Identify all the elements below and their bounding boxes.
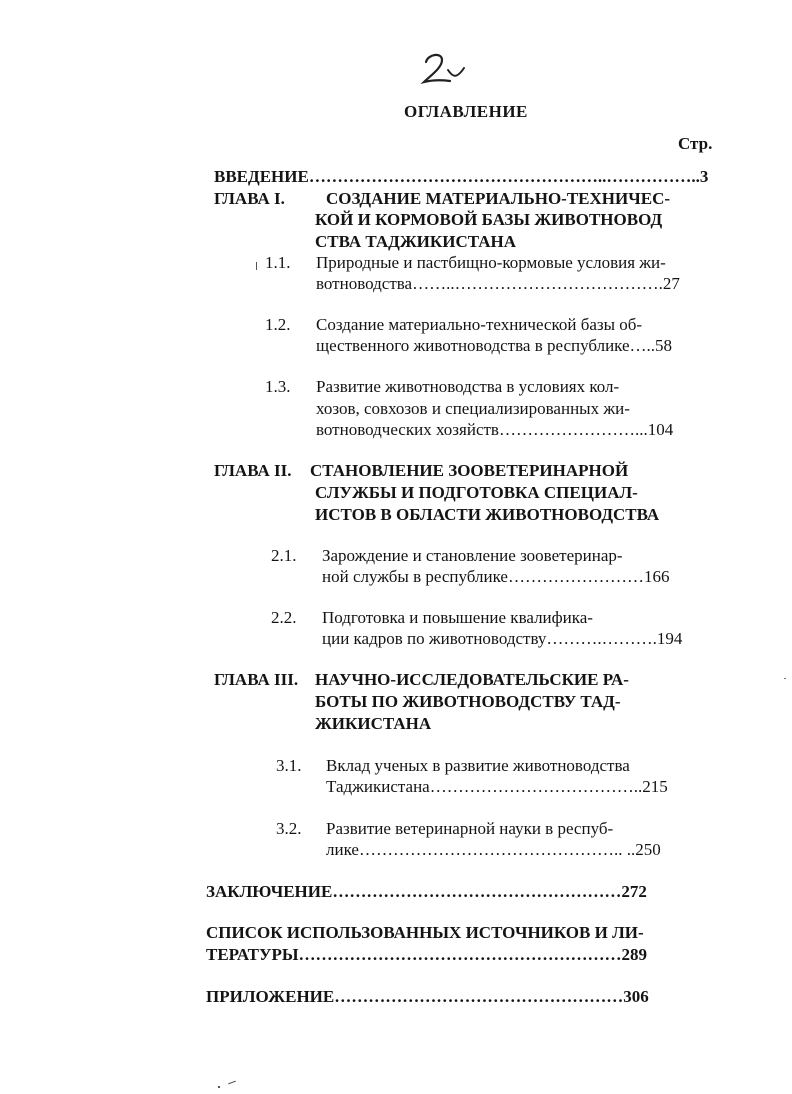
chapter-title-line: СТАНОВЛЕНИЕ ЗООВЕТЕРИНАРНОЙ [310,461,629,480]
section-title-line: Подготовка и повышение квалифика- [322,608,593,627]
sources-line: СПИСОК ИСПОЛЬЗОВАННЫХ ИСТОЧНИКОВ И ЛИ- [206,923,644,942]
section-number: 3.1. [276,756,302,775]
scan-mark [784,678,786,679]
section-number: 1.1. [265,253,291,272]
section-number: 2.2. [271,608,297,627]
chapter-title-line: СОЗДАНИЕ МАТЕРИАЛЬНО-ТЕХНИЧЕС- [326,189,671,208]
chapter-title-line: КОЙ И КОРМОВОЙ БАЗЫ ЖИВОТНОВОД [315,210,663,229]
chapter-title-line: ЖИКИСТАНА [315,714,432,733]
page-title: ОГЛАВЛЕНИЕ [404,102,528,121]
toc-entry-conclusion[interactable]: ЗАКЛЮЧЕНИЕ……………………………………………272 [206,882,647,901]
chapter-label: ГЛАВА II. [214,461,292,480]
chapter-title-line: СТВА ТАДЖИКИСТАНА [315,232,517,251]
chapter-title-line: ИСТОВ В ОБЛАСТИ ЖИВОТНОВОДСТВА [315,505,660,524]
section-title-line: щественного животноводства в республике…..58 [316,336,673,355]
section-title-line: вотноводческих хозяйств……………………...104 [316,420,674,439]
section-title-line: Таджикистана………………………………..215 [326,777,668,796]
section-title-line: вотноводства……..……………………………….27 [316,274,680,293]
section-title-line: лике……………………………………….. ..250 [326,840,661,859]
chapter-title-line: НАУЧНО-ИССЛЕДОВАТЕЛЬСКИЕ РА- [315,670,629,689]
chapter-label: ГЛАВА III. [214,670,299,689]
section-title-line: хозов, совхозов и специализированных жи- [316,399,630,418]
section-title-line: Вклад ученых в развитие животноводства [326,756,630,775]
section-number: 2.1. [271,546,297,565]
scan-mark [218,1086,220,1088]
section-title-line: Природные и пастбищно-кормовые условия жи- [316,253,666,272]
section-number: 1.3. [265,377,291,396]
scan-mark [256,262,257,270]
handwritten-page-number [418,50,468,86]
chapter-title-line: СЛУЖБЫ И ПОДГОТОВКА СПЕЦИАЛ- [315,483,638,502]
toc-entry-intro[interactable]: ВВЕДЕНИЕ……………………………………………..……………..3 [214,167,709,186]
section-title-line: Создание материально-технической базы об- [316,315,643,334]
section-title-line: Развитие животноводства в условиях кол- [316,377,620,396]
chapter-label: ГЛАВА I. [214,189,285,208]
section-title-line: ции кадров по животноводству……….……….194 [322,629,683,648]
section-title-line: Развитие ветеринарной науки в респуб- [326,819,614,838]
section-title-line: ной службы в республике……………………166 [322,567,670,586]
sources-line: ТЕРАТУРЫ…………………………………………………289 [206,945,648,964]
section-number: 1.2. [265,315,291,334]
page-column-label: Стр. [678,134,713,153]
section-number: 3.2. [276,819,302,838]
toc-entry-appendix[interactable]: ПРИЛОЖЕНИЕ……………………………………………306 [206,987,649,1006]
scan-mark [228,1081,236,1085]
section-title-line: Зарождение и становление зооветеринар- [322,546,623,565]
page-number-text: 2 [418,50,419,51]
chapter-title-line: БОТЫ ПО ЖИВОТНОВОДСТВУ ТАД- [315,692,621,711]
